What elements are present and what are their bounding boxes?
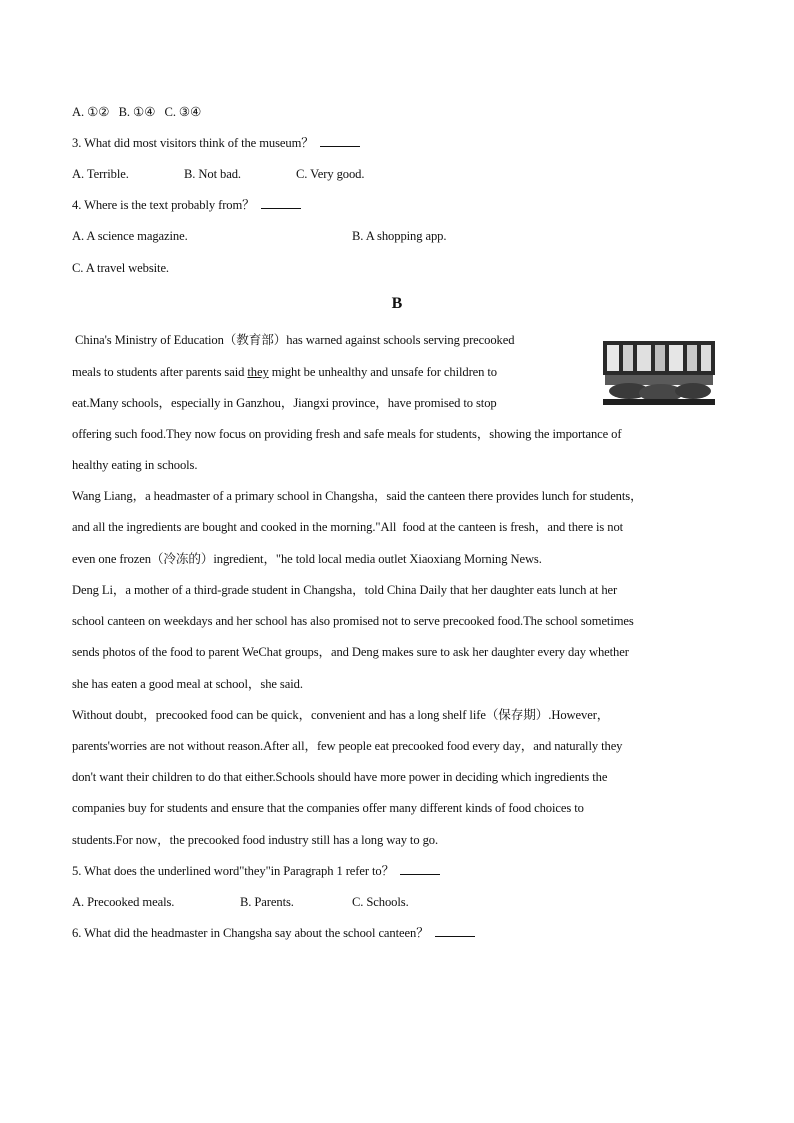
- q4-option-a: A. A science magazine.: [72, 229, 188, 243]
- q6-question: [72, 924, 475, 942]
- q4-option-c: C. A travel website.: [72, 261, 169, 275]
- paragraph1-line2-end: might be unhealthy and unsafe for children to: [268, 365, 497, 379]
- q5-option-c: C. Schools.: [352, 895, 409, 909]
- q5-question: [72, 862, 440, 880]
- q3-option-b: B. Not bad.: [184, 167, 241, 181]
- paragraph3-line2: school canteen on weekdays and her school has also promised not to serve precooked food.The school sometimes: [72, 614, 634, 628]
- paragraph1-line3: eat.Many schools，especially in Ganzhou，Jiangxi province，have promised to stop: [72, 396, 497, 410]
- q6-answer-blank[interactable]: [435, 926, 475, 937]
- q5-answer-blank[interactable]: [400, 864, 440, 875]
- q3-question: [72, 134, 360, 152]
- paragraph4-line5: students.For now，the precooked food industry still has a long way to go.: [72, 833, 439, 847]
- q4-answer-blank[interactable]: [261, 198, 301, 209]
- q6-question-text: 6. What did the headmaster in Changsha say about the school canteen？: [72, 926, 429, 940]
- q5-option-b: B. Parents.: [240, 895, 294, 909]
- q4-option-b: B. A shopping app.: [352, 229, 447, 243]
- paragraph1-line5: healthy eating in schools.: [72, 458, 198, 472]
- q3-question-text: 3. What did most visitors think of the museum？: [72, 136, 314, 150]
- q5-question-text: 5. What does the underlined word"they"in Paragraph 1 refer to？: [72, 864, 395, 878]
- paragraph4-line4: companies buy for students and ensure that the companies offer many different kinds of food choices to: [72, 801, 584, 815]
- q4-question: [72, 196, 301, 214]
- q2-options: A. ①② B. ①④ C. ③④: [72, 105, 202, 119]
- paragraph3-line4: she has eaten a good meal at school，she said.: [72, 677, 303, 691]
- paragraph2-line1: Wang Liang，a headmaster of a primary school in Changsha，said the canteen there provides lunch for students，: [72, 489, 643, 503]
- paragraph1-line4: offering such food.They now focus on providing fresh and safe meals for students，showing the importance of: [72, 427, 622, 441]
- q3-option-c: C. Very good.: [296, 167, 365, 181]
- paragraph4-line2: parents'worries are not without reason.After all，few people eat precooked food every day，and naturally they: [72, 739, 623, 753]
- q5-option-a: A. Precooked meals.: [72, 895, 175, 909]
- paragraph3-line3: sends photos of the food to parent WeChat groups，and Deng makes sure to ask her daughter every day whether: [72, 645, 629, 659]
- paragraph4-line1: Without doubt，precooked food can be quick，convenient and has a long shelf life（保存期）.However，: [72, 708, 610, 722]
- underlined-word-they: they: [247, 365, 269, 379]
- paragraph1-line2: [72, 363, 497, 381]
- paragraph3-line1: Deng Li，a mother of a third-grade student in Changsha，told China Daily that her daughter eats lunch at her: [72, 583, 618, 597]
- paragraph1-line2-start: meals to students after parents said: [72, 365, 248, 379]
- q3-answer-blank[interactable]: [320, 136, 360, 147]
- paragraph2-line2: and all the ingredients are bought and cooked in the morning."All food at the canteen is fresh，and there is not: [72, 520, 624, 534]
- section-b-heading: B: [391, 295, 403, 312]
- q3-option-a: A. Terrible.: [72, 167, 129, 181]
- paragraph2-line3: even one frozen（冷冻的）ingredient，"he told local media outlet Xiaoxiang Morning News.: [72, 552, 542, 566]
- paragraph1-line1: China's Ministry of Education（教育部）has warned against schools serving precooked: [72, 333, 515, 347]
- q4-question-text: 4. Where is the text probably from？: [72, 198, 255, 212]
- news-photo-image: [599, 335, 719, 409]
- paragraph4-line3: don't want their children to do that either.Schools should have more power in deciding which ingredients the: [72, 770, 608, 784]
